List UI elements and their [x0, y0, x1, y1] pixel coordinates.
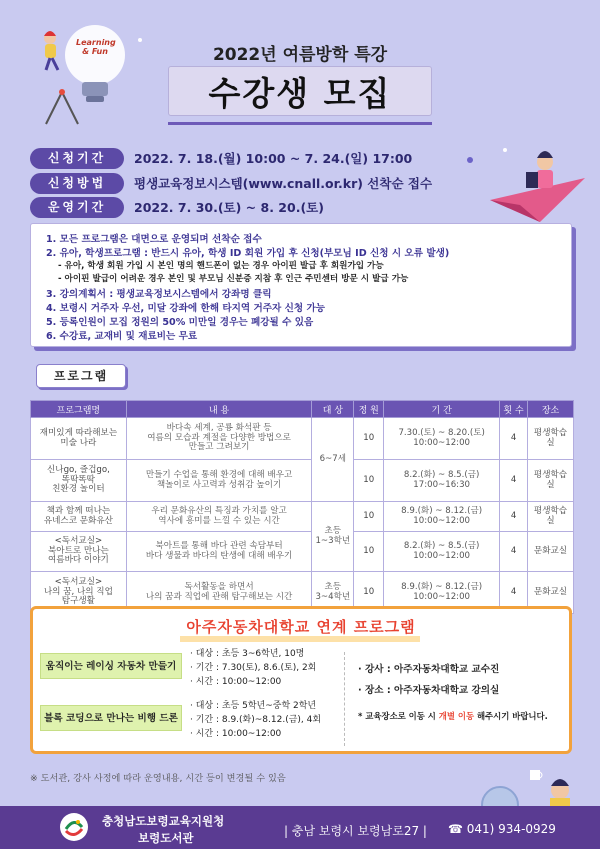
table-header-row [31, 401, 574, 418]
footer-phone: ☎ 041) 934-0929 [448, 822, 556, 836]
program-capacity: 10 [354, 502, 384, 532]
program-count: 4 [500, 418, 528, 460]
education-office-logo-icon [60, 813, 88, 841]
program-place: 평생학습실 [528, 460, 574, 502]
program-content: 만들기 수업을 통해 환경에 대해 배우고 책놀이로 사고력과 성취감 높이기 [126, 460, 312, 502]
program-name: 재미있게 따라해보는 미술 나라 [31, 418, 127, 460]
table-row [31, 418, 574, 460]
program-period: 8.9.(화) ~ 8.12.(금) 10:00~12:00 [384, 572, 500, 614]
ajou-detail: · 대상 : 초등 5학년~중학 2학년 [190, 701, 317, 711]
ajou-place: · 장소 : 아주자동차대학교 강의실 [358, 685, 500, 696]
program-content: 북아트를 통해 바다 관련 속담부터 바다 생물과 바다의 탄생에 대해 배우기 [126, 532, 312, 572]
program-count: 4 [500, 460, 528, 502]
program-target: 초등 3~4학년 [312, 572, 354, 614]
program-capacity: 10 [354, 418, 384, 460]
ajou-detail: · 시간 : 10:00~12:00 [190, 677, 282, 687]
program-period: 8.9.(화) ~ 8.12.(금) 10:00~12:00 [384, 502, 500, 532]
info-value-apply-period: 2022. 7. 18.(월) 10:00 ~ 7. 24.(일) 17:00 [134, 151, 413, 166]
notice-item: 4. 보령시 거주자 우선, 미달 강좌에 한해 타지역 거주자 신청 가능 [46, 303, 326, 314]
ajou-program-coding-drone: 블록 코딩으로 만나는 비행 드론 [40, 705, 182, 731]
program-count: 4 [500, 502, 528, 532]
child-with-tablet-icon [526, 151, 553, 188]
program-name: 신나go, 즐겁go, 똑딱똑딱 친환경 놀이터 [31, 460, 127, 502]
subtitle: 2022년 여름방학 특강 [212, 45, 388, 65]
program-place: 평생학습실 [528, 418, 574, 460]
footer-library-name: 보령도서관 [138, 831, 194, 845]
program-period: 8.2.(화) ~ 8.5.(금) 10:00~12:00 [384, 532, 500, 572]
program-target: 초등 1~3학년 [312, 502, 354, 572]
title-underline [168, 122, 432, 125]
table-row [31, 460, 574, 502]
logo-text: Learning & Fun [76, 38, 116, 56]
program-capacity: 10 [354, 532, 384, 572]
column-header: 장소 [528, 401, 574, 418]
program-content: 바다속 세계, 공룡 화석판 등 여름의 모습과 계절을 다양한 방법으로 만들고 그려보기 [126, 418, 312, 460]
program-period: 8.2.(화) ~ 8.5.(금) 17:00~16:30 [384, 460, 500, 502]
program-count: 4 [500, 532, 528, 572]
program-place: 문화교실 [528, 572, 574, 614]
program-content: 독서활동을 하면서 나의 꿈과 직업에 관해 탐구해보는 시간 [126, 572, 312, 614]
info-value-apply-method: 평생교육정보시스템(www.cnall.or.kr) 선착순 접수 [134, 176, 433, 191]
column-header: 횟 수 [500, 401, 528, 418]
notice-subitem: - 아이핀 발급이 어려운 경우 본인 및 부모님 신분증 지참 후 인근 주민센터 방문 시 발급 가능 [58, 274, 409, 284]
ajou-detail: · 시간 : 10:00~12:00 [190, 729, 282, 739]
info-value-operation-period: 2022. 7. 30.(토) ~ 8. 20.(토) [134, 200, 324, 215]
program-capacity: 10 [354, 572, 384, 614]
notice-item: 6. 수강료, 교재비 및 재료비는 무료 [46, 331, 198, 342]
info-label-apply-period: 신청기간 [30, 148, 124, 169]
program-name: <독서교실> 나의 꿈, 나의 직업 탐구생활 [31, 572, 127, 614]
footer-org-name: 충청남도보령교육지원청 [102, 814, 225, 828]
notice-item: 2. 유아, 학생프로그램 : 반드시 유아, 학생 ID 회원 가입 후 신청(부모님 ID 신청 시 오류 발생) [46, 248, 450, 259]
ajou-detail: · 기간 : 8.9.(화)~8.12.(금), 4회 [190, 715, 322, 725]
program-count: 4 [500, 572, 528, 614]
column-header: 기 간 [384, 401, 500, 418]
program-section-title: 프로그램 [36, 364, 126, 388]
ajou-detail: · 기간 : 7.30(토), 8.6.(토), 2회 [190, 663, 317, 673]
program-name: <독서교실> 북아트로 만나는 여름바다 이야기 [31, 532, 127, 572]
column-header: 내 용 [126, 401, 312, 418]
ajou-program-racing-car: 움직이는 레이싱 자동차 만들기 [40, 653, 182, 679]
column-header: 프로그램명 [31, 401, 127, 418]
footer-address: | 충남 보령시 보령남로27 | [284, 824, 427, 838]
program-table [30, 400, 574, 614]
notice-item: 1. 모든 프로그램은 대면으로 운영되며 선착순 접수 [46, 234, 262, 245]
footnote: ※ 도서관, 강사 사정에 따라 운영내용, 시간 등이 변경될 수 있음 [30, 773, 286, 784]
info-label-operation-period: 운영기간 [30, 197, 124, 218]
info-label-apply-method: 신청방법 [30, 173, 124, 194]
program-place: 문화교실 [528, 532, 574, 572]
notice-item: 3. 강의계획서 : 평생교육정보시스템에서 강좌명 클릭 [46, 289, 272, 300]
table-row [31, 502, 574, 532]
column-header: 대 상 [312, 401, 354, 418]
ajou-detail: · 대상 : 초등 3~6학년, 10명 [190, 649, 305, 659]
coffee-cup-icon [530, 770, 542, 780]
notice-item: 5. 등록인원이 모집 정원의 50% 미만일 경우는 폐강될 수 있음 [46, 317, 314, 328]
notice-subitem: - 유아, 학생 회원 가입 시 본인 명의 핸드폰이 없는 경우 아이핀 발급 후 회원가입 가능 [58, 261, 384, 271]
program-period: 7.30.(토) ~ 8.20.(토) 10:00~12:00 [384, 418, 500, 460]
ajou-note-pre: * 교육장소로 이동 시 [358, 711, 439, 721]
ajou-instructor: · 강사 : 아주자동차대학교 교수진 [358, 664, 500, 675]
ajou-note-post: 해주시기 바랍니다. [474, 711, 548, 721]
table-row [31, 532, 574, 572]
column-header: 정 원 [354, 401, 384, 418]
ajou-divider [344, 652, 345, 746]
program-place: 평생학습실 [528, 502, 574, 532]
program-content: 우리 문화유산의 특징과 가치를 알고 역사에 흥미를 느낄 수 있는 시간 [126, 502, 312, 532]
program-name: 책과 함께 떠나는 유네스코 문화유산 [31, 502, 127, 532]
ajou-note-highlight: 개별 이동 [438, 711, 475, 721]
ajou-title: 아주자동차대학교 연계 프로그램 [186, 618, 416, 636]
program-capacity: 10 [354, 460, 384, 502]
ajou-note [358, 710, 548, 722]
page-title: 수강생 모집 [208, 74, 392, 113]
program-target: 6~7세 [312, 418, 354, 502]
